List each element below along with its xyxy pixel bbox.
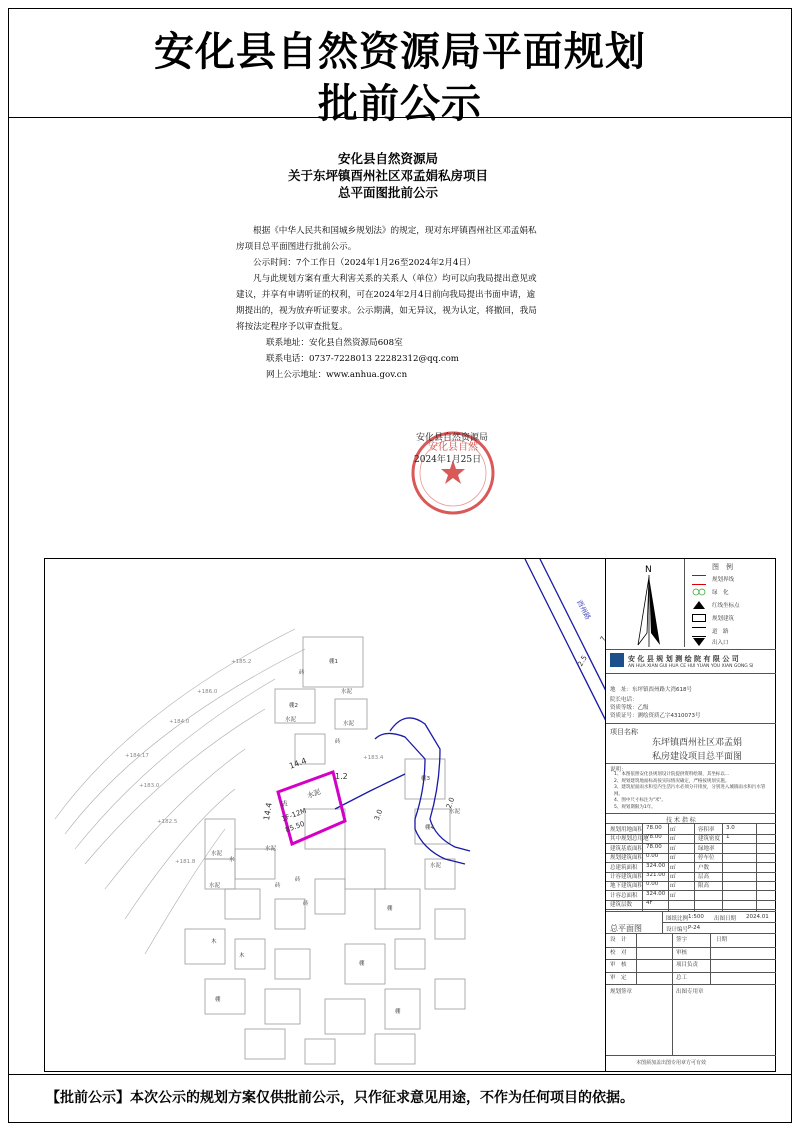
tech-row-label: 计容总面积 — [610, 892, 638, 899]
brick-label: 砖 — [295, 877, 301, 883]
notice-para-2: 公示时间：7个工作日（2024年1月26至2024年2月4日） — [253, 258, 476, 268]
tech-row-unit: ㎡ — [670, 892, 676, 899]
legend-item: 规划建筑 — [712, 616, 735, 622]
shed-label: 棚 — [387, 906, 393, 912]
note-item: 1、本图依照安化县规划设计院提供资料绘制，其坐标以... — [614, 772, 730, 777]
legend-item: 出入口 — [712, 640, 729, 646]
lot-label-floors: 1F-12M — [280, 806, 308, 824]
cement-label: 水泥 — [211, 851, 223, 857]
project-name-2: 私房建设项目总平面图 — [652, 752, 743, 762]
sign-table-cell: 项目负责 — [676, 962, 699, 968]
tech-row-label: 层高 — [698, 874, 710, 880]
elevation-label: +183.4 — [363, 755, 384, 761]
tech-row-label: 限高 — [698, 883, 710, 890]
cement-label: 水泥 — [209, 883, 221, 889]
legend-building-icon — [692, 614, 706, 622]
shed-label: 棚 — [359, 961, 365, 967]
shed-label: 棚 — [215, 997, 221, 1003]
brick-label: 砖 — [303, 901, 309, 907]
tech-row-label: 其中规划总用地 — [610, 836, 649, 843]
scale-label: 图纸比例 — [666, 916, 689, 922]
sign-table-cell: 审 定 — [610, 974, 627, 981]
legend-road-icon — [692, 627, 706, 637]
notes-list — [614, 772, 772, 811]
seal-label: 出图专用章 — [676, 989, 704, 995]
tech-row-value: 0.00 — [646, 881, 659, 888]
sign-table-cell: 日期 — [716, 937, 728, 943]
notice-contact-web: 网上公示地址：www.anhua.gov.cn — [266, 370, 408, 380]
lot-label-area: 85.50 — [284, 819, 306, 835]
notice-signature — [408, 430, 528, 468]
cement-label: 水泥 — [430, 863, 442, 869]
tech-row-value: 4F — [646, 900, 653, 907]
sign-date: 2024年1月25日 — [414, 455, 482, 465]
sign-table-cell: 校 对 — [610, 949, 627, 956]
shed-label: 棚2 — [289, 703, 298, 709]
dim-1-2: 1.2 — [335, 772, 348, 781]
project-label: 项目名称 — [610, 728, 638, 736]
site-plan-drawing — [44, 558, 776, 1072]
legend-entrance-icon — [692, 638, 706, 646]
company-info: 地 址：东坪镇酉州路大湾618号 — [610, 687, 692, 693]
dim-14-4-left: 14.4 — [261, 801, 274, 822]
shed-label: 棚3 — [421, 776, 430, 782]
tech-row-value: 321.00 — [646, 872, 666, 878]
shed-label: 棚4 — [425, 825, 434, 831]
cement-label: 水 — [229, 857, 235, 863]
date-value: 2024.01 — [746, 914, 769, 920]
dim-road-2-5: 2.5 — [576, 654, 589, 668]
notice-para-3: 凡与此规划方案有重大利害关系的关系人（单位）均可以向我局提出意见或建议，并享有申请听证的权利，可在2024年2月4日前向我局提出书面申请，逾期提出的，视为放弃听证要求。公示期满，如无异议，视为认定，将撤回，我局将按法定程序予以审查批复。 — [236, 274, 537, 332]
tech-title: 技 术 指 标 — [666, 817, 696, 824]
note-item: 4、图中尺寸标注为"米"。 — [614, 798, 667, 803]
company-logo-icon — [610, 653, 624, 667]
north-arrow-icon — [614, 561, 684, 649]
brick-label: 砖 — [335, 739, 341, 745]
tech-row-label: 建筑层数 — [610, 902, 633, 909]
footer-disclaimer: 【批前公示】本次公示的规划方案仅供批前公示，只作征求意见用途，不作为任何项目的依据。 — [8, 1074, 792, 1123]
date-label: 出图日期 — [714, 916, 737, 922]
legend-item: 红线坐标点 — [712, 603, 740, 609]
plan-stamp-label: 规划签章 — [610, 989, 633, 995]
drawing-no-value: P-24 — [688, 925, 701, 931]
tech-row-label: 建筑基底面积 — [610, 845, 644, 852]
sign-table-cell: 总工 — [676, 974, 688, 981]
elevation-label: +183.0 — [139, 783, 160, 789]
lot-label-cement: 水泥 — [306, 787, 322, 801]
tech-row-unit: ㎡ — [670, 845, 676, 852]
company-pinyin: AN HUA XIAN GUI HUA CE HUI YUAN YOU XIAN GONG SI — [628, 664, 754, 669]
lot-label-brick: 砖 — [279, 799, 290, 809]
tech-row-unit: ㎡ — [670, 836, 676, 843]
dim-14-4-top: 14.4 — [287, 756, 308, 771]
tech-row-label: 容积率 — [698, 827, 715, 833]
tech-row-value: 3.0 — [726, 825, 735, 831]
legend-item: 规划界线 — [712, 577, 735, 583]
brick-label: 砖 — [299, 670, 305, 676]
tech-row-value: 324.00 — [646, 890, 666, 897]
sign-table-cell: 签字 — [676, 937, 688, 943]
elevation-label: +184.0 — [169, 719, 190, 725]
notice-title-3: 总平面图批前公示 — [337, 185, 438, 200]
wood-label: 木 — [211, 939, 217, 945]
legend-boundary-icon — [692, 575, 706, 585]
tech-row-unit: ㎡ — [670, 874, 676, 880]
svg-text:N: N — [645, 565, 652, 575]
legend-item: 绿 化 — [712, 590, 729, 596]
notice-para-1: 根据《中华人民共和国城乡规划法》的规定，现对东坪镇酉州社区邓孟娟私房项目总平面图进行批前公示。 — [236, 226, 537, 252]
notice-title-2: 关于东坪镇酉州社区邓孟娟私房项目 — [287, 168, 488, 183]
notice-contact-phone: 联系电话：0737-7228013 2228231​2@qq.com — [266, 354, 459, 364]
company-info: 资质等级：乙级 — [610, 705, 649, 711]
dim-2-0: 2.0 — [444, 796, 457, 810]
tech-row-value: 78.00 — [646, 834, 662, 841]
tech-row-unit: ㎡ — [670, 883, 676, 890]
shed-label: 棚 — [395, 1009, 401, 1015]
title-block-note: 本图须加盖出图专用章方可有效 — [636, 1060, 707, 1066]
tech-row-label: 绿地率 — [698, 845, 715, 852]
tech-row-unit: ㎡ — [670, 864, 676, 871]
tech-row-label: 地下建筑面积 — [610, 883, 644, 890]
sign-table-cell: 设 计 — [610, 937, 627, 943]
dim-3-0: 3.0 — [372, 808, 385, 822]
cement-label: 水泥 — [449, 809, 461, 815]
elevation-label: +185.2 — [231, 659, 252, 665]
elevation-label: +181.8 — [175, 859, 196, 865]
cement-label: 水泥 — [343, 721, 355, 727]
tech-row-unit: ㎡ — [670, 855, 676, 862]
drawing-no-label: 设计编号 — [666, 927, 689, 933]
drawing-name: 总平面图 — [610, 924, 642, 933]
tech-row-unit: ㎡ — [670, 827, 676, 833]
note-item: 2、规划建筑地面标高按实际情况确定，严格按规划实施。 — [614, 778, 730, 784]
tech-row-label: 规划建筑面积 — [610, 855, 644, 862]
legend-greenery-icon — [692, 588, 706, 596]
cement-label: 水泥 — [285, 717, 297, 723]
notice-contact-address: 联系地址：安化县自然资源局608室 — [266, 338, 403, 348]
drawing-title-block — [605, 559, 775, 1071]
note-item: 3、建筑屋面雨水和室内生活污水必须分开排放，分别进入城镇雨水和污水管网。 — [614, 785, 766, 797]
project-name-1: 东坪镇酉州社区邓孟娟 — [652, 738, 743, 748]
tech-row-value: 324.00 — [646, 862, 666, 869]
road-label: 酉州路 — [575, 598, 592, 622]
legend-point-icon — [692, 601, 706, 609]
page-header — [8, 8, 792, 127]
shed-label: 棚1 — [329, 659, 338, 665]
brick-label: 砖 — [275, 883, 281, 889]
tech-row-label: 停车位 — [698, 855, 715, 862]
legend-item: 道 路 — [712, 629, 729, 635]
company-name: 安 化 县 规 划 测 绘 院 有 限 公 司 — [628, 655, 739, 663]
svg-text:安化县自然: 安化县自然 — [428, 442, 478, 453]
cement-label: 水泥 — [265, 846, 277, 852]
page-title-line1: 安化县自然资源局平面规划 — [154, 29, 646, 75]
tech-row-label: 计容建筑面积 — [610, 874, 644, 880]
sign-table-cell: 审核 — [676, 949, 688, 956]
elevation-label: +182.5 — [157, 819, 178, 825]
tech-row-label: 建筑密度 — [698, 836, 721, 843]
tech-row-label: 户数 — [698, 864, 710, 871]
note-item: 5、规划期限为1年。 — [614, 804, 656, 810]
sign-table-cell: 审 核 — [610, 962, 627, 968]
tech-row-value: 78.00 — [646, 825, 662, 831]
elevation-label: +186.0 — [197, 689, 218, 695]
tech-row-value: 1 — [726, 834, 730, 841]
company-info: 资质证号：测绘资质乙字4310073号 — [610, 713, 701, 719]
notice-title-1: 安化县自然资源局 — [337, 151, 438, 166]
sign-org: 安化县自然资源局 — [416, 433, 489, 443]
elevation-label: +184.17 — [125, 753, 149, 759]
notes-title: 说明： — [610, 767, 627, 773]
page-title-line2: 批前公示 — [318, 81, 482, 127]
dim-road-7: 7 — [598, 635, 608, 643]
legend-title: 图 例 — [712, 563, 733, 571]
tech-row-value: 0.00 — [646, 853, 659, 860]
tech-row-label: 总建筑面积 — [610, 864, 638, 871]
wood-label: 木 — [239, 953, 245, 959]
tech-row-value: 78.00 — [646, 843, 662, 850]
tech-row-label: 规划用地面积 — [610, 827, 644, 833]
scale-value: 1:500 — [688, 914, 704, 920]
cement-label: 水泥 — [341, 689, 353, 695]
site-map — [45, 559, 605, 1071]
company-info: 院长电话： — [610, 697, 638, 703]
